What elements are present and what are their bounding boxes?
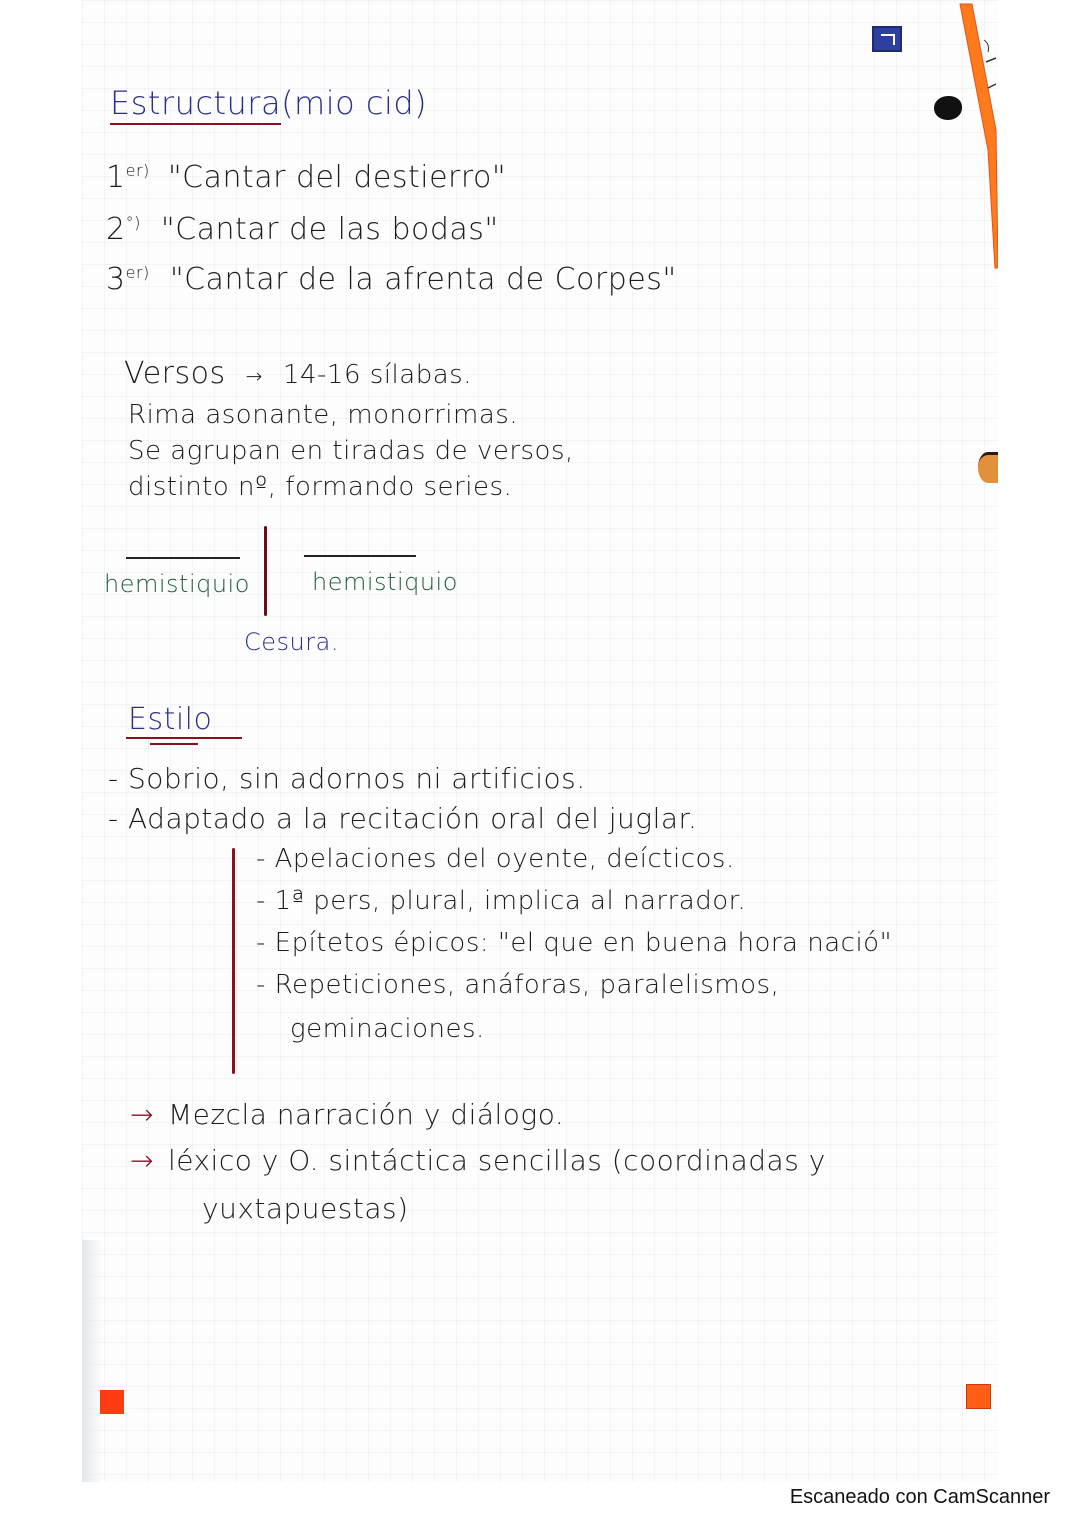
- title-underline: [150, 743, 198, 745]
- sub-bullets-bracket: [232, 848, 235, 1074]
- arrow-point-continuation: yuxtapuestas): [202, 1192, 409, 1225]
- list-item: [106, 212, 499, 247]
- item-text: "Cantar de las bodas": [160, 212, 499, 247]
- versos-line: Rima asonante, monorrimas.: [128, 400, 519, 430]
- title-text: Estructura: [110, 84, 281, 125]
- item-number: 1: [106, 160, 126, 195]
- versos-line: distinto nº, formando series.: [128, 472, 513, 502]
- item-number: 3: [106, 262, 126, 297]
- style-bullet: - Adaptado a la recitación oral del juglar.: [108, 802, 698, 835]
- corner-marker-icon: [872, 26, 902, 52]
- arrow-point-text: léxico y O. sintáctica sencillas (coordinadas y: [167, 1144, 826, 1177]
- title-underline: [126, 737, 242, 739]
- section-title-estructura: [110, 84, 427, 122]
- sub-bullet: - Repeticiones, anáforas, paralelismos,: [256, 970, 780, 1000]
- item-number: 2: [106, 212, 126, 247]
- title-note: (mio cid): [281, 84, 428, 122]
- orange-bookmark-stripe: [958, 0, 998, 270]
- corner-square-marker: [100, 1390, 124, 1414]
- section-title-estilo: Estilo: [128, 702, 213, 737]
- arrow-point: [130, 1144, 826, 1177]
- item-text: "Cantar de la afrenta de Corpes": [169, 262, 677, 297]
- page-edge-shadow: [82, 1240, 102, 1482]
- list-item: [106, 160, 506, 195]
- ink-dot: [934, 96, 962, 120]
- versos-line: Se agrupan en tiradas de versos,: [128, 436, 574, 466]
- hemistich-line-left: [126, 557, 240, 559]
- list-item: [106, 262, 677, 297]
- arrow-point-text: Mezcla narración y diálogo.: [167, 1098, 565, 1131]
- sub-bullet: - Apelaciones del oyente, deícticos.: [256, 844, 735, 874]
- style-bullet: - Sobrio, sin adornos ni artificios.: [108, 762, 586, 795]
- sub-bullet: - Epítetos épicos: "el que en buena hora nació": [256, 928, 893, 958]
- arrow-icon: →: [245, 364, 263, 388]
- camscanner-watermark: Escaneado con CamScanner: [789, 1486, 1050, 1508]
- hemistich-label-right: hemistiquio: [312, 568, 458, 596]
- item-suffix: °): [125, 213, 141, 232]
- orange-dot: [978, 452, 998, 483]
- item-suffix: er): [125, 161, 150, 180]
- versos-label: Versos: [124, 356, 226, 391]
- sub-bullet: - 1ª pers, plural, implica al narrador.: [256, 886, 747, 916]
- item-suffix: er): [125, 263, 150, 282]
- syllables-text: 14-16 sílabas.: [282, 360, 472, 390]
- caesura-bar: [264, 526, 267, 616]
- arrow-icon: →: [130, 1144, 154, 1177]
- caesura-label: Cesura.: [244, 628, 339, 656]
- hemistich-label-left: hemistiquio: [104, 570, 250, 598]
- sub-bullet-continuation: geminaciones.: [290, 1014, 485, 1044]
- arrow-icon: →: [130, 1098, 154, 1131]
- item-text: "Cantar del destierro": [167, 160, 507, 195]
- hemistich-line-right: [304, 555, 416, 557]
- corner-square-marker: [966, 1384, 991, 1409]
- versos-heading: [124, 356, 472, 391]
- arrow-point: [130, 1098, 564, 1131]
